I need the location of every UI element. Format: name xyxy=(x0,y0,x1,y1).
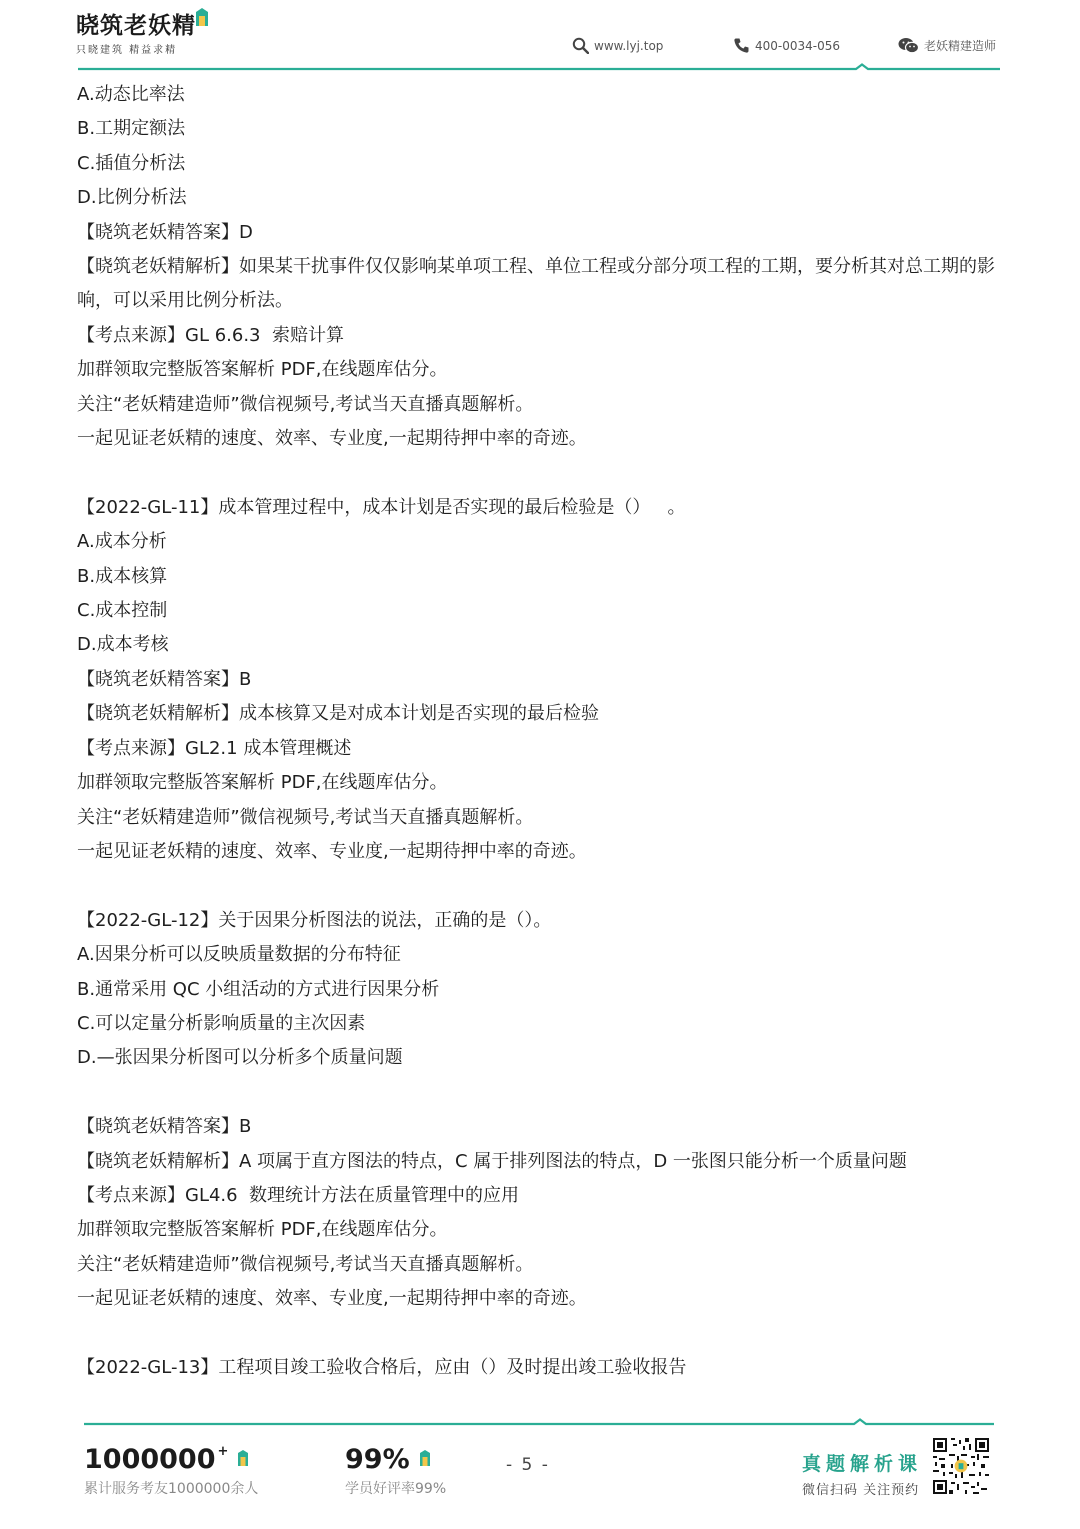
page-header xyxy=(0,0,1080,76)
header-divider xyxy=(78,63,1000,73)
wechat-text: 老妖精建造师 xyxy=(924,39,997,53)
option-line: D.比例分析法 xyxy=(77,187,187,209)
service-count-plus: + xyxy=(217,1444,229,1459)
brand-slogan: 只晓建筑 精益求精 xyxy=(76,45,178,56)
spacer xyxy=(77,1317,1007,1351)
source-line: 【考点来源】GL 6.6.3 索赔计算 xyxy=(77,324,344,346)
source-line: 【考点来源】GL2.1 成本管理概述 xyxy=(77,737,352,759)
service-count-value: 1000000 xyxy=(84,1444,216,1475)
website-text: www.lyj.top xyxy=(594,38,664,53)
promo-line: 关注“老妖精建造师”微信视频号,考试当天直播真题解析。 xyxy=(77,393,534,415)
analysis-paragraph: 【晓筑老妖精解析】如果某干扰事件仅仅影响某单项工程、单位工程或分部分项工程的工期，要分析其对总工期的影响，可以采用比例分析法。 xyxy=(77,256,995,312)
question-heading: 【2022-GL-13】工程项目竣工验收合格后，应由（）及时提出竣工验收报告 xyxy=(77,1356,687,1378)
analysis-line: 【晓筑老妖精解析】A 项属于直方图法的特点，C 属于排列图法的特点，D 一张图只能分析一个质量问题 xyxy=(77,1150,907,1172)
spacer xyxy=(77,456,1007,490)
promo-line: 加群领取完整版答案解析 PDF,在线题库估分。 xyxy=(77,1219,448,1241)
rating-stat xyxy=(345,1444,446,1498)
qr-code-icon[interactable] xyxy=(933,1438,989,1494)
service-count-label: 累计服务考友1000000余人 xyxy=(84,1481,259,1497)
promo-line: 关注“老妖精建造师”微信视频号,考试当天直播真题解析。 xyxy=(77,806,534,828)
option-line: C.可以定量分析影响质量的主次因素 xyxy=(77,1012,366,1034)
answer-line: 【晓筑老妖精答案】B xyxy=(77,1116,252,1138)
option-line: C.成本控制 xyxy=(77,600,168,622)
option-line: B.通常采用 QC 小组活动的方式进行因果分析 xyxy=(77,978,440,1000)
phone-icon xyxy=(733,37,750,54)
question-heading: 【2022-GL-12】关于因果分析图法的说法，正确的是（）。 xyxy=(77,909,552,931)
option-line: A.因果分析可以反映质量数据的分布特征 xyxy=(77,944,401,966)
brand-name: 晓筑老妖精 xyxy=(76,13,196,39)
website-contact[interactable] xyxy=(572,37,663,54)
service-count-stat xyxy=(84,1444,258,1498)
wechat-icon xyxy=(898,37,919,54)
question-heading: 【2022-GL-11】成本管理过程中，成本计划是否实现的最后检验是（） 。 xyxy=(77,496,686,518)
option-line: B.工期定额法 xyxy=(77,118,186,140)
rating-value: 99% xyxy=(345,1444,410,1475)
promo-title: 真题解析课 xyxy=(802,1453,923,1475)
promo-line: 一起见证老妖精的速度、效率、专业度,一起期待押中率的奇迹。 xyxy=(77,428,587,450)
answer-line: 【晓筑老妖精答案】B xyxy=(77,668,252,690)
course-promo xyxy=(802,1449,922,1498)
promo-line: 关注“老妖精建造师”微信视频号,考试当天直播真题解析。 xyxy=(77,1253,534,1275)
footer-divider xyxy=(84,1418,994,1428)
spacer xyxy=(77,1076,1007,1110)
promo-line: 加群领取完整版答案解析 PDF,在线题库估分。 xyxy=(77,772,448,794)
spacer xyxy=(77,869,1007,903)
promo-line: 加群领取完整版答案解析 PDF,在线题库估分。 xyxy=(77,359,448,381)
logo-mark-icon xyxy=(196,8,208,26)
source-line: 【考点来源】GL4.6 数理统计方法在质量管理中的应用 xyxy=(77,1184,520,1206)
option-line: A.成本分析 xyxy=(77,531,167,553)
promo-subtitle: 微信扫码 关注预约 xyxy=(802,1483,920,1498)
option-line: D.—张因果分析图可以分析多个质量问题 xyxy=(77,1047,403,1069)
rating-label: 学员好评率99% xyxy=(345,1481,447,1497)
analysis-line: 【晓筑老妖精解析】成本核算又是对成本计划是否实现的最后检验 xyxy=(77,703,599,725)
option-line: B.成本核算 xyxy=(77,565,168,587)
phone-text: 400-0034-056 xyxy=(755,38,841,53)
search-icon xyxy=(572,37,589,54)
wechat-contact[interactable] xyxy=(898,37,996,54)
option-line: D.成本考核 xyxy=(77,634,169,656)
phone-contact[interactable] xyxy=(733,37,840,54)
stat-mark-icon xyxy=(420,1450,430,1466)
promo-line: 一起见证老妖精的速度、效率、专业度,一起期待押中率的奇迹。 xyxy=(77,1288,587,1310)
brand-logo xyxy=(76,12,196,56)
option-line: C.插值分析法 xyxy=(77,152,186,174)
option-line: A.动态比率法 xyxy=(77,84,185,105)
stat-mark-icon xyxy=(238,1450,248,1466)
page-number: - 5 - xyxy=(506,1455,550,1475)
document-body xyxy=(77,78,1007,1385)
promo-line: 一起见证老妖精的速度、效率、专业度,一起期待押中率的奇迹。 xyxy=(77,840,587,862)
answer-line: 【晓筑老妖精答案】D xyxy=(77,221,253,243)
